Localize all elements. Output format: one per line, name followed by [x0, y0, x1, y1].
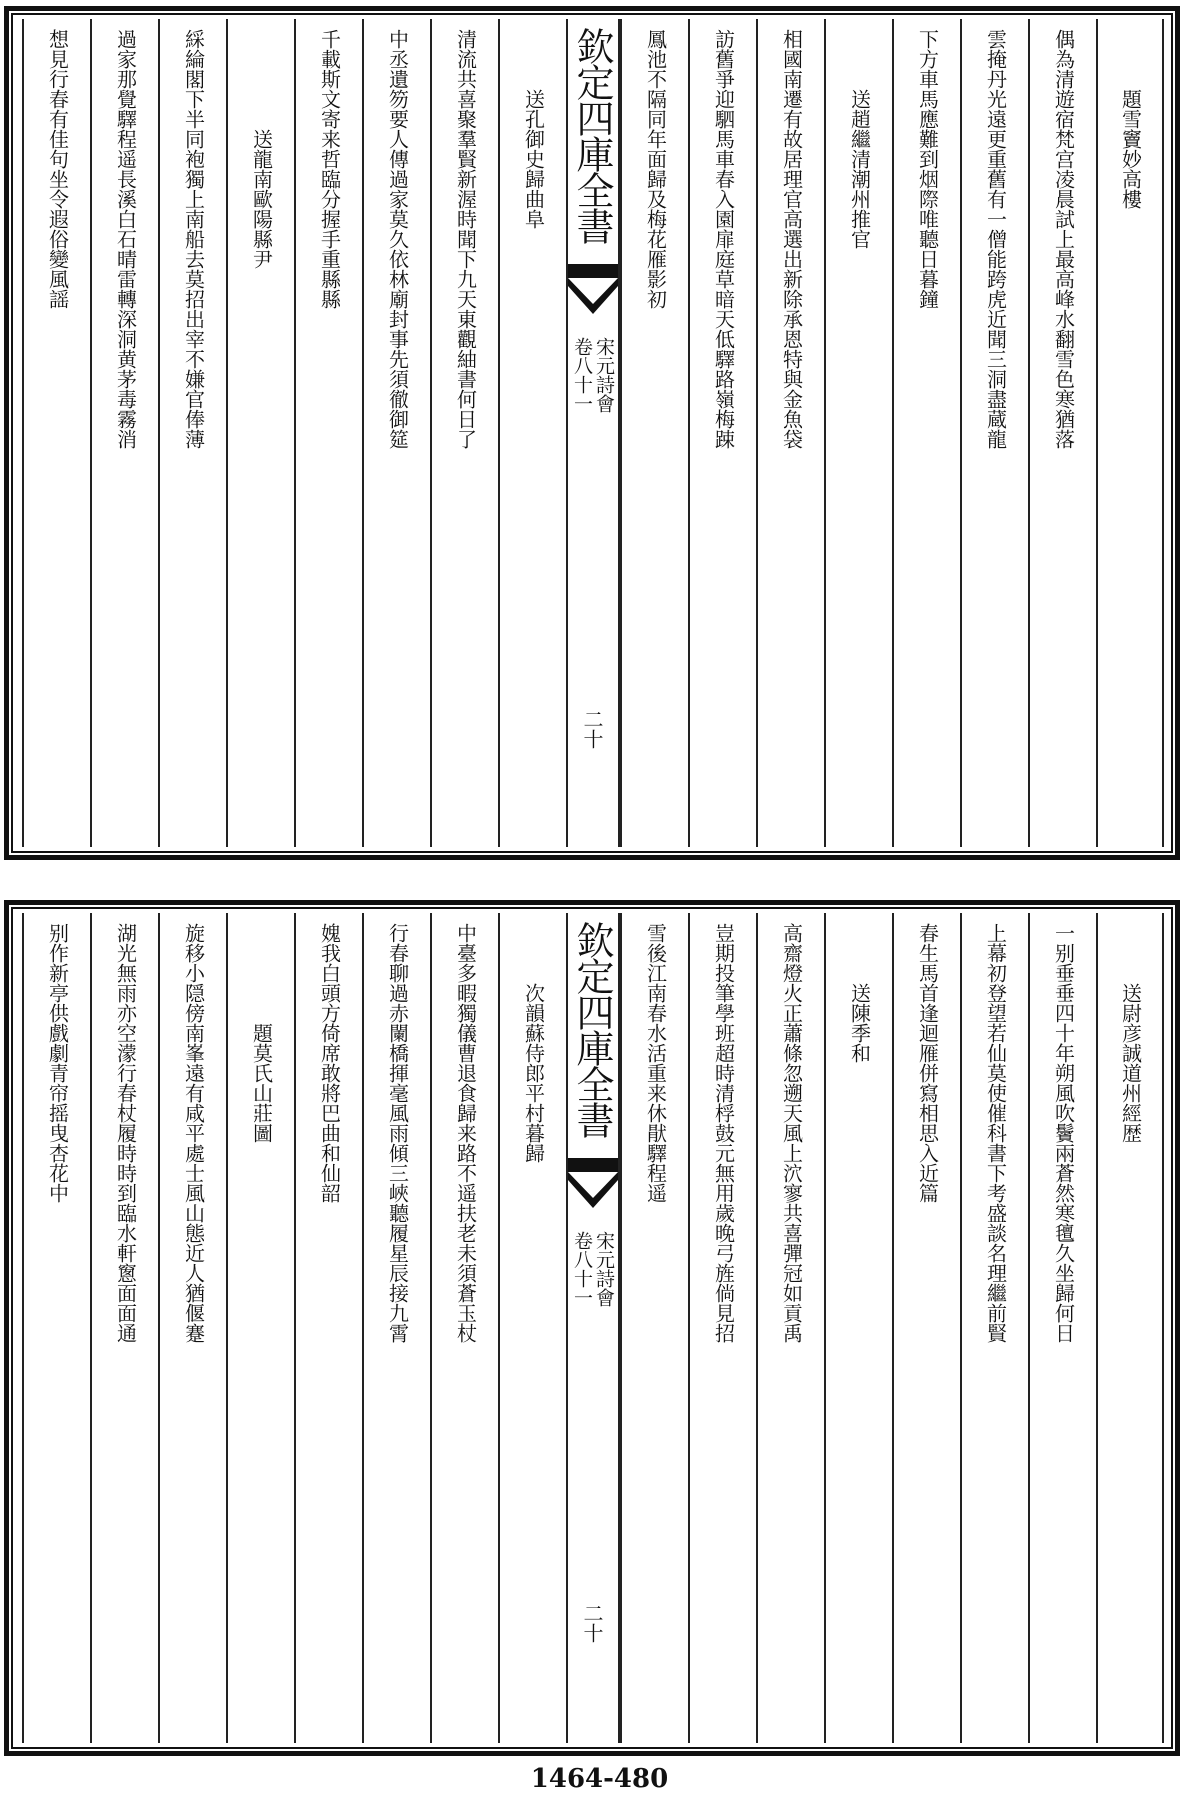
- poem-line: 高齋燈火正蕭條忽遡天風上泬寥共喜彈冠如貢禹: [779, 923, 804, 1343]
- bottom-page: [4, 900, 1180, 1756]
- poem-line: 豈期投筆學班超時清桴鼓元無用歲晚弓旌倘見招: [711, 923, 736, 1343]
- poem-line: 偶為清遊宿梵宫凌晨試上最高峰水翻雪色寒猶落: [1051, 29, 1076, 449]
- poem-title: 次韻蘇侍郎平村暮歸: [521, 983, 546, 1163]
- text-column: [158, 19, 226, 847]
- book-title: 欽定四庫全書: [570, 921, 614, 1137]
- poem-title: 送孔御史歸曲阜: [521, 89, 546, 229]
- poem-title: 送龍南歐陽縣尹: [249, 129, 274, 269]
- page-reference: 1464-480: [530, 1764, 669, 1794]
- title-column: [824, 913, 892, 1743]
- poem-line: 雲掩丹光遠更重舊有一僧能跨虎近聞三洞盡蔵龍: [983, 29, 1008, 449]
- title-column: [824, 19, 892, 847]
- text-column: [362, 19, 430, 847]
- text-column: [620, 913, 688, 1743]
- title-column: [498, 913, 566, 1743]
- poem-line: 千載斯文寄来哲臨分握手重縣縣: [317, 29, 342, 309]
- poem-title: 題雪竇妙高樓: [1118, 89, 1143, 209]
- top-page: [4, 6, 1180, 860]
- volume-left: 卷八十一: [571, 337, 593, 413]
- volume-left: 卷八十一: [571, 1231, 593, 1307]
- volume-right: 宋元詩會: [593, 337, 615, 413]
- text-column: [1028, 19, 1096, 847]
- poem-line: 清流共喜聚羣賢新渥時聞下九天東觀紬書何日了: [453, 29, 478, 449]
- poem-line: 過家那覺驛程遥長溪白石晴雷轉深洞黄茅毒霧消: [113, 29, 138, 449]
- text-column: [294, 19, 362, 847]
- title-column: [226, 913, 294, 1743]
- poem-line: 下方車馬應難到烟際唯聽日暮鐘: [915, 29, 940, 309]
- text-column: [362, 913, 430, 1743]
- poem-line: 春生馬首逢迴雁併寫相思入近篇: [915, 923, 940, 1203]
- text-column: [90, 913, 158, 1743]
- title-column: [498, 19, 566, 847]
- text-column: [688, 19, 756, 847]
- text-column: [22, 19, 90, 847]
- poem-title: 送尉彦誠道州經歴: [1118, 983, 1143, 1143]
- poem-title: 送陳季和: [847, 983, 872, 1063]
- poem-title: 送趙繼清潮州推官: [847, 89, 872, 249]
- text-column: [688, 913, 756, 1743]
- text-column: [756, 913, 824, 1743]
- book-title: 欽定四庫全書: [570, 27, 614, 243]
- center-fold: [566, 913, 620, 1743]
- text-column: [756, 19, 824, 847]
- text-column: [90, 19, 158, 847]
- folio-number: 二十: [580, 1603, 604, 1643]
- poem-line: 訪舊爭迎駟馬車春入園扉庭草暗天低驛路嶺梅踈: [711, 29, 736, 449]
- poem-line: 相國南遷有故居理官高選出新除承恩特與金魚袋: [779, 29, 804, 449]
- fish-tail-icon: [568, 1158, 618, 1218]
- folio-number: 二十: [580, 709, 604, 749]
- poem-line: 綵綸閣下半同袍獨上南船去莫招出宰不嫌官俸薄: [181, 29, 206, 449]
- poem-line: 中臺多暇獨儀曹退食歸来路不遥扶老未須蒼玉杖: [453, 923, 478, 1343]
- volume-label: [568, 1231, 618, 1307]
- text-column: [430, 913, 498, 1743]
- poem-line: 一别垂垂四十年朔風吹鬢兩蒼然寒氊久坐歸何日: [1051, 923, 1076, 1343]
- center-fold: [566, 19, 620, 847]
- poem-line: 上幕初登望若仙莫使催科書下考盛談名理繼前賢: [983, 923, 1008, 1343]
- text-column: [892, 913, 960, 1743]
- volume-label: [568, 337, 618, 413]
- poem-line: 鳳池不隔同年面歸及梅花雁影初: [643, 29, 668, 309]
- fish-tail-icon: [568, 264, 618, 324]
- poem-line: 别作新亭供戲劇青帘摇曳杏花中: [45, 923, 70, 1203]
- text-column: [294, 913, 362, 1743]
- poem-line: 湖光無雨亦空濛行春杖履時時到臨水軒窻面面通: [113, 923, 138, 1343]
- text-column: [1028, 913, 1096, 1743]
- text-column: [960, 913, 1028, 1743]
- poem-line: 媿我白頭方倚席敢將巴曲和仙韶: [317, 923, 342, 1203]
- title-column: [226, 19, 294, 847]
- poem-line: 行春聊過赤闌橋揮毫風雨傾三峽聽履星辰接九霄: [385, 923, 410, 1343]
- title-column: [1096, 19, 1164, 847]
- text-column: [22, 913, 90, 1743]
- text-column: [892, 19, 960, 847]
- text-column: [158, 913, 226, 1743]
- text-column: [960, 19, 1028, 847]
- poem-line: 中丞遺笏要人傳過家莫久依林廟封事先須徹御筵: [385, 29, 410, 449]
- poem-title: 題莫氏山莊圖: [249, 1023, 274, 1143]
- title-column: [1096, 913, 1164, 1743]
- poem-line: 想見行春有佳句坐令遐俗變風謡: [45, 29, 70, 309]
- text-column: [620, 19, 688, 847]
- poem-line: 雪後江南春水活重来休猒驛程遥: [643, 923, 668, 1203]
- volume-right: 宋元詩會: [593, 1231, 615, 1307]
- poem-line: 旋移小隠傍南峯遠有咸平處士風山態近人猶偃蹇: [181, 923, 206, 1343]
- text-column: [430, 19, 498, 847]
